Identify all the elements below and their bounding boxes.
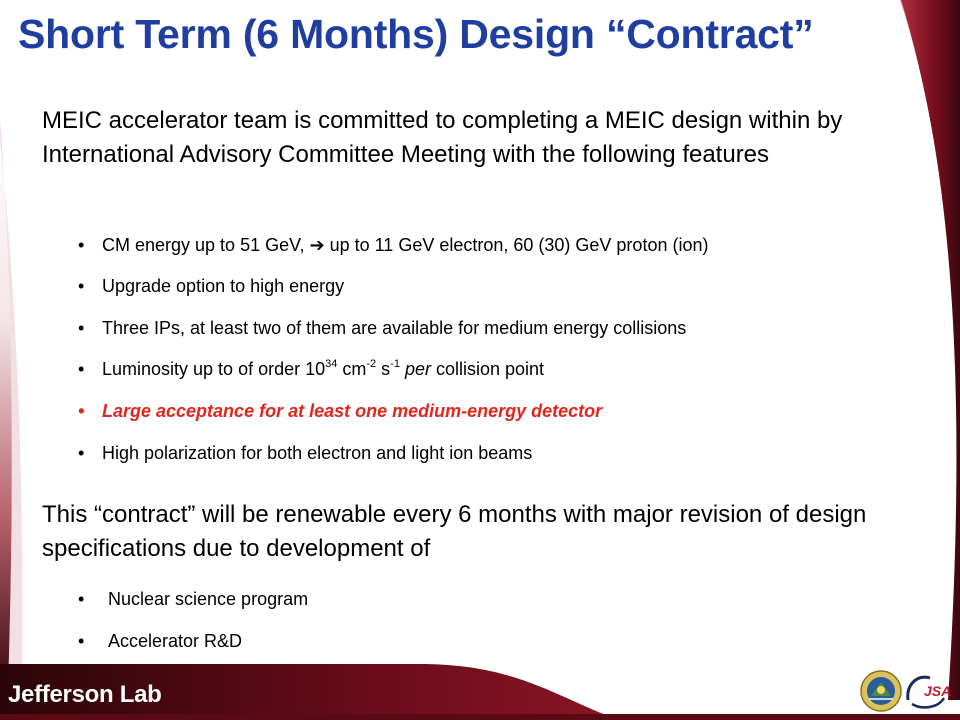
right-arrow-icon: ➔ bbox=[309, 235, 325, 255]
feature-upgrade: Upgrade option to high energy bbox=[102, 276, 345, 296]
bullet-icon: • bbox=[78, 401, 85, 421]
jsa-logo-icon bbox=[904, 670, 956, 714]
bullet-icon: • bbox=[78, 589, 85, 609]
jefferson-lab-logo: Jefferson Lab bbox=[8, 681, 162, 708]
closing-paragraph: This “contract” will be renewable every 6 months with major revision of design specifications due to development of bbox=[42, 501, 867, 562]
intro-paragraph: MEIC accelerator team is committed to completing a MEIC design within by International Advisory Committee Meeting with the following features bbox=[42, 107, 843, 168]
bullet-icon: • bbox=[78, 359, 85, 379]
feature-acceptance: Large acceptance for at least one medium-energy detector bbox=[102, 401, 603, 421]
feature-polarization: High polarization for both electron and light ion beams bbox=[102, 443, 533, 463]
bullet-icon: • bbox=[78, 318, 85, 338]
bottom-strip bbox=[0, 714, 960, 720]
program-nuclear-science: Nuclear science program bbox=[108, 589, 309, 609]
doe-seal-icon bbox=[860, 670, 902, 712]
bullet-icon: • bbox=[78, 631, 85, 651]
program-accelerator-rd: Accelerator R&D bbox=[108, 631, 243, 651]
feature-energy: CM energy up to 51 GeV, ➔ up to 11 GeV electron, 60 (30) GeV proton (ion) bbox=[102, 235, 709, 255]
jsa-logo-text: JSA bbox=[924, 683, 952, 699]
bullet-icon: • bbox=[78, 235, 85, 255]
feature-ips: Three IPs, at least two of them are available for medium energy collisions bbox=[102, 318, 687, 338]
page-title: Short Term (6 Months) Design “Contract” bbox=[18, 11, 814, 57]
bullet-icon: • bbox=[78, 276, 85, 296]
bullet-icon: • bbox=[78, 443, 85, 463]
feature-luminosity: Luminosity up to of order $10^{34}$ $cm^{-2}$ $s^{-1}$ per collision point bbox=[102, 358, 545, 379]
